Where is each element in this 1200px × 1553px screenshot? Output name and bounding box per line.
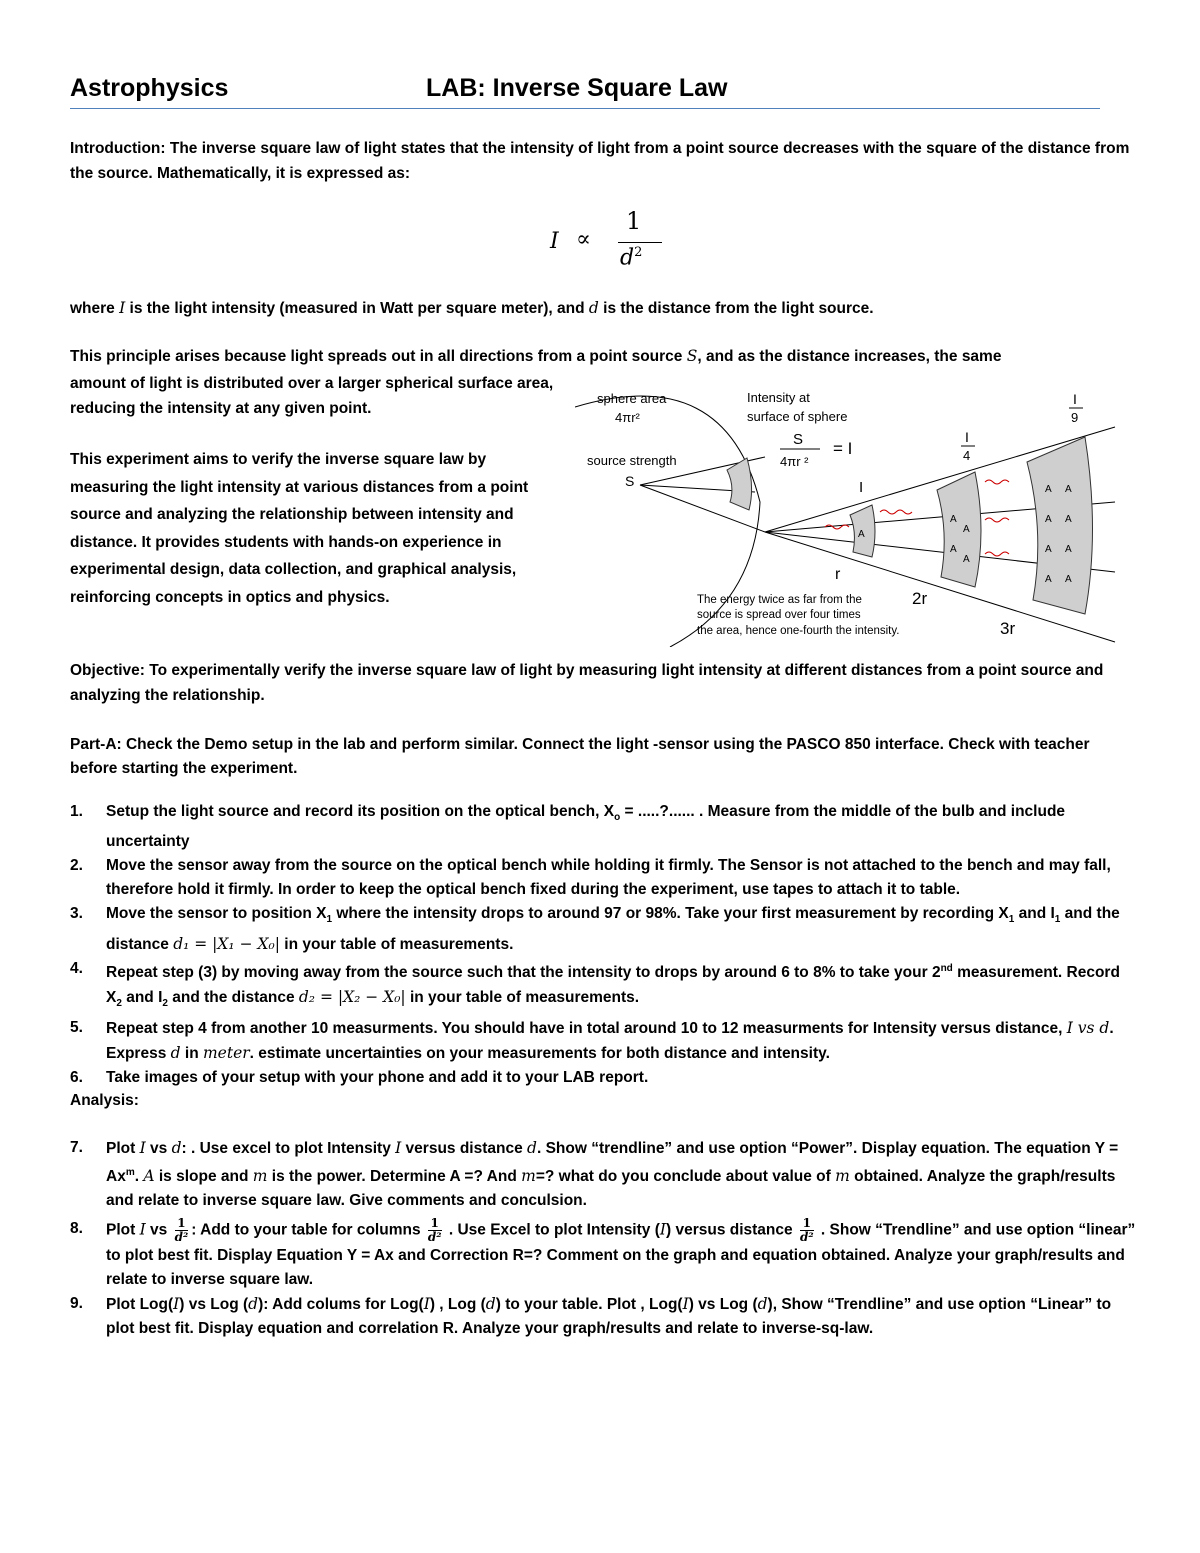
svg-text:A: A — [1065, 544, 1072, 555]
label-s-denominator: 4πr ² — [780, 454, 809, 469]
caption-line-1: The energy twice as far from the — [697, 594, 862, 606]
step-6: 6. Take images of your setup with your phone and add it to your LAB report. — [70, 1069, 649, 1087]
label-3r: 3r — [1000, 619, 1016, 638]
svg-text:A: A — [963, 554, 970, 565]
label-i-9-den: 9 — [1071, 410, 1079, 425]
svg-text:A: A — [1045, 514, 1052, 525]
step-1: 1. Setup the light source and record its position on the optical bench, $X_o$ = .....?...... . Measure from the middle of the bulb and include uncertainty — [70, 803, 1066, 851]
svg-text:A: A — [1065, 574, 1072, 585]
objective-label: Objective: — [70, 662, 145, 679]
var-distance: d — [588, 299, 599, 317]
label-source-s: S — [625, 473, 635, 489]
analysis-step-7: 7. Plot I vs d: . Use excel to plot Intensity I versus distance d. Show “trendline” and use option “Power”. Display equation. The equation $Y = Ax^m$. A is slope and m is the power. Determine A =? And m=? what do you conclude about value of m obtained. Analyze the graph/results and relate to inverse square law. Give comments and conculsion. — [70, 1139, 1119, 1210]
svg-text:A: A — [950, 544, 957, 555]
inverse-square-formula — [540, 205, 700, 275]
label-surface-of-sphere: surface of sphere — [747, 409, 848, 424]
svg-text:A: A — [1065, 514, 1072, 525]
label-equals-i: = I — [833, 439, 853, 458]
objective-text: To experimentally verify the inverse square law of light by measuring light intensity at different distances from a point source and analyzing the relationship. — [70, 662, 1104, 704]
formula-fraction-bar — [618, 242, 662, 243]
small-patch — [727, 458, 752, 510]
inverse-square-diagram — [575, 382, 1120, 647]
where-paragraph: where I is the light intensity (measured in Watt per square meter), and d is the distance from the light source. — [70, 299, 874, 317]
var-intensity: I — [119, 299, 126, 317]
caption-line-3: the area, hence one-fourth the intensity. — [697, 625, 900, 637]
label-2r: 2r — [912, 589, 928, 608]
caption-line-2: source is spread over four times — [697, 609, 861, 621]
introduction-paragraph — [70, 136, 1130, 186]
step-4: 4. Repeat step (3) by moving away from the source such that the intensity to drops by around 6 to 8% to take your 2nd measurement. Record $X_2$ and $I_2$ and the distance d₂ = |X₂ − X₀| in your table of measurements. — [70, 960, 1120, 1010]
fraction-1-over-d2: $\frac{1}{\text{d²}}$ — [427, 1216, 442, 1245]
lab-title: LAB: Inverse Square Law — [426, 74, 728, 102]
objective-paragraph — [70, 658, 1130, 708]
label-s-numerator: S — [793, 431, 804, 448]
svg-text:A: A — [963, 524, 970, 535]
formula-denominator: $d^2$ — [620, 245, 643, 271]
label-i-9-num: I — [1073, 391, 1077, 407]
svg-text:A: A — [1045, 484, 1052, 495]
patch-2r — [937, 472, 981, 587]
equation-d1: d₁ = |X₁ − X₀| — [173, 935, 280, 954]
analysis-label: Analysis: — [70, 1092, 139, 1109]
analysis-step-9: 9. Plot Log(I) vs Log (d): Add colums for Log(I) , Log (d) to your table. Plot , Log(I) vs Log (d), Show “Trendline” and use option “Linear” to plot best fit. Display equation and correlation R. Analyze your graph/results and relate to inverse-sq-law. — [70, 1295, 1112, 1338]
subject-title: Astrophysics — [70, 74, 229, 102]
introduction-label: Introduction: — [70, 140, 166, 157]
fraction-1-over-d2: $\frac{1}{\text{d²}}$ — [174, 1216, 189, 1245]
svg-text:A: A — [1045, 574, 1052, 585]
equation-d2: d₂ = |X₂ − X₀| — [298, 988, 406, 1007]
svg-text:A: A — [1065, 484, 1072, 495]
analysis-steps — [70, 1136, 1140, 1341]
label-a-small: A — [858, 529, 865, 540]
part-a-paragraph: Part-A: Check the Demo setup in the lab and perform similar. Connect the light -sensor using the PASCO 850 interface. Check with teacher before starting the experiment. — [70, 736, 1090, 777]
label-r: r — [835, 566, 841, 583]
label-i-4-den: 4 — [963, 448, 971, 463]
analysis-step-8: 8. Plot I vs $\frac{1}{\text{d²}}$ : Add to your table for columns $\frac{1}{\text{d²}}$ . Use Excel to plot Intensity (I) versus distance $\frac{1}{\text{d²}}$ . Show “Trendline” and use option “linear” to plot best fit. Display Equation Y = Ax and Correction R=? Comment on the graph and equation obtained. Analyze your graph/results and relate to inverse square law. — [70, 1216, 1136, 1289]
document-header — [70, 74, 1100, 109]
formula-numerator: 1 — [626, 207, 642, 235]
principle-line-2: amount of light is distributed over a larger spherical surface area, reducing the intensity at any given point. — [70, 375, 554, 417]
step-2: 2. Move the sensor away from the source on the optical bench while holding it firmly. The Sensor is not attached to the bench and may fall, therefore hold it firmly. In order to keep the optical bench fixed during the experiment, use tapes to attach it to table. — [70, 857, 1111, 899]
formula-intensity: I — [550, 229, 559, 254]
label-i-1: I — [859, 479, 864, 496]
label-sphere-area: sphere area — [597, 391, 667, 406]
formula-proportional: ∝ — [576, 227, 591, 252]
principle-line-1: This principle arises because light spreads out in all directions from a point source S, and as the distance increases, the same — [70, 347, 1002, 365]
label-intensity-at: Intensity at — [747, 390, 810, 405]
patch-3r — [1027, 437, 1093, 614]
step-5: 5. Repeat step 4 from another 10 measurments. You should have in total around 10 to 12 measurments for Intensity versus distance, I vs d. Express d in meter. estimate uncertainties on your measurements for both distance and intensity. — [70, 1019, 1114, 1063]
svg-text:A: A — [950, 514, 957, 525]
aim-paragraph: This experiment aims to verify the inverse square law by measuring the light intensity at various distances from a point source and analyzing the relationship between intensity and distance. It provides students with hands-on experience in experimental design, data collection, and graphical analysis, reinforcing concepts in optics and physics. — [70, 451, 529, 606]
label-i-4-num: I — [965, 429, 969, 445]
label-sphere-formula: 4πr² — [615, 410, 640, 425]
procedure-steps — [70, 800, 1140, 1090]
fraction-1-over-d2: $\frac{1}{\text{d²}}$ — [799, 1216, 814, 1245]
introduction-text: The inverse square law of light states that the intensity of light from a point source decreases with the square of the distance from the source. Mathematically, it is expressed as: — [70, 140, 1130, 182]
svg-text:A: A — [1045, 544, 1052, 555]
label-source-strength: source strength — [587, 453, 677, 468]
step-3: 3. Move the sensor to position $X_1$ where the intensity drops to around 97 or 98%. Take your first measurement by recording $X_1$ and $I_1$ and the distance d₁ = |X₁ − X₀| in your table of measurements. — [70, 905, 1120, 954]
